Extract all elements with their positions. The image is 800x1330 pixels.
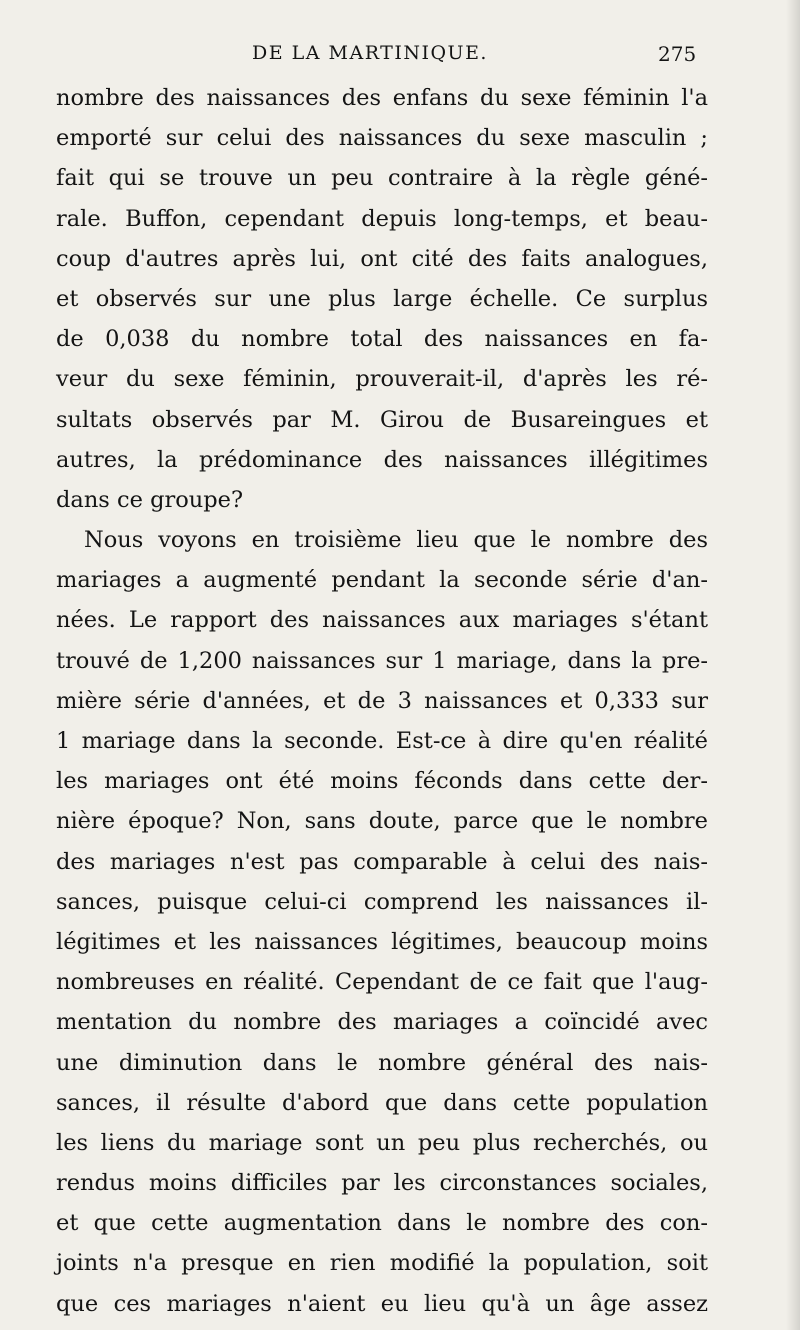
text-line: Nous voyons en troisième lieu que le nombre des	[84, 527, 708, 554]
text-line: les liens du mariage sont un peu plus recherchés, ou	[56, 1129, 708, 1156]
text-line: 1 mariage dans la seconde. Est-ce à dire qu'en réalité	[56, 728, 708, 754]
text-line: de 0,038 du nombre total des naissances en fa-	[56, 326, 708, 353]
text-line: nombreuses en réalité. Cependant de ce fait que l'aug-	[56, 969, 708, 996]
paragraph	[56, 78, 708, 520]
text-line: rale. Buffon, cependant depuis long-temps, et beau-	[56, 205, 708, 232]
text-line: une diminution dans le nombre général des nais-	[56, 1049, 708, 1076]
text-line: légitimes et les naissances légitimes, beaucoup moins	[56, 928, 708, 955]
text-line: fait qui se trouve un peu contraire à la règle géné-	[56, 165, 708, 192]
text-line: emporté sur celui des naissances du sexe masculin ;	[56, 125, 708, 152]
text-line: rendus moins difficiles par les circonstances sociales,	[56, 1170, 708, 1197]
text-line: mière série d'années, et de 3 naissances et 0,333 sur	[56, 687, 708, 714]
text-line: nombre des naissances des enfans du sexe féminin l'a	[56, 85, 708, 111]
text-line: nière époque? Non, sans doute, parce que le nombre	[56, 808, 708, 835]
text-line: veur du sexe féminin, prouverait-il, d'après les ré-	[56, 366, 708, 393]
text-line: dans ce groupe?	[56, 486, 244, 513]
text-line: mentation du nombre des mariages a coïncidé avec	[56, 1009, 708, 1036]
text-line: autres, la prédominance des naissances illégitimes	[56, 446, 708, 473]
running-title: DE LA MARTINIQUE.	[252, 42, 488, 64]
page-edge-shadow	[786, 0, 800, 1330]
text-line: que ces mariages n'aient eu lieu qu'à un âge assez	[56, 1290, 708, 1317]
text-line: joints n'a presque en rien modifié la population, soit	[56, 1250, 708, 1277]
text-line: mariages a augmenté pendant la seconde série d'an-	[56, 567, 708, 594]
page-number: 275	[658, 42, 697, 66]
text-line: des mariages n'est pas comparable à celui des nais-	[56, 848, 708, 875]
running-head	[0, 36, 800, 66]
text-line: coup d'autres après lui, ont cité des faits analogues,	[56, 245, 708, 272]
body-text	[56, 78, 708, 1324]
text-line: les mariages ont été moins féconds dans cette der-	[56, 768, 708, 795]
text-line: trouvé de 1,200 naissances sur 1 mariage, dans la pre-	[56, 647, 708, 674]
text-line: nées. Le rapport des naissances aux mariages s'étant	[56, 607, 708, 634]
text-line: et observés sur une plus large échelle. Ce surplus	[56, 285, 708, 312]
text-line: sances, il résulte d'abord que dans cette population	[56, 1089, 708, 1116]
text-line: sultats observés par M. Girou de Busareingues et	[56, 406, 708, 433]
text-line: et que cette augmentation dans le nombre des con-	[56, 1210, 708, 1237]
paragraph	[56, 520, 708, 1324]
text-line: sances, puisque celui-ci comprend les naissances il-	[56, 888, 708, 915]
